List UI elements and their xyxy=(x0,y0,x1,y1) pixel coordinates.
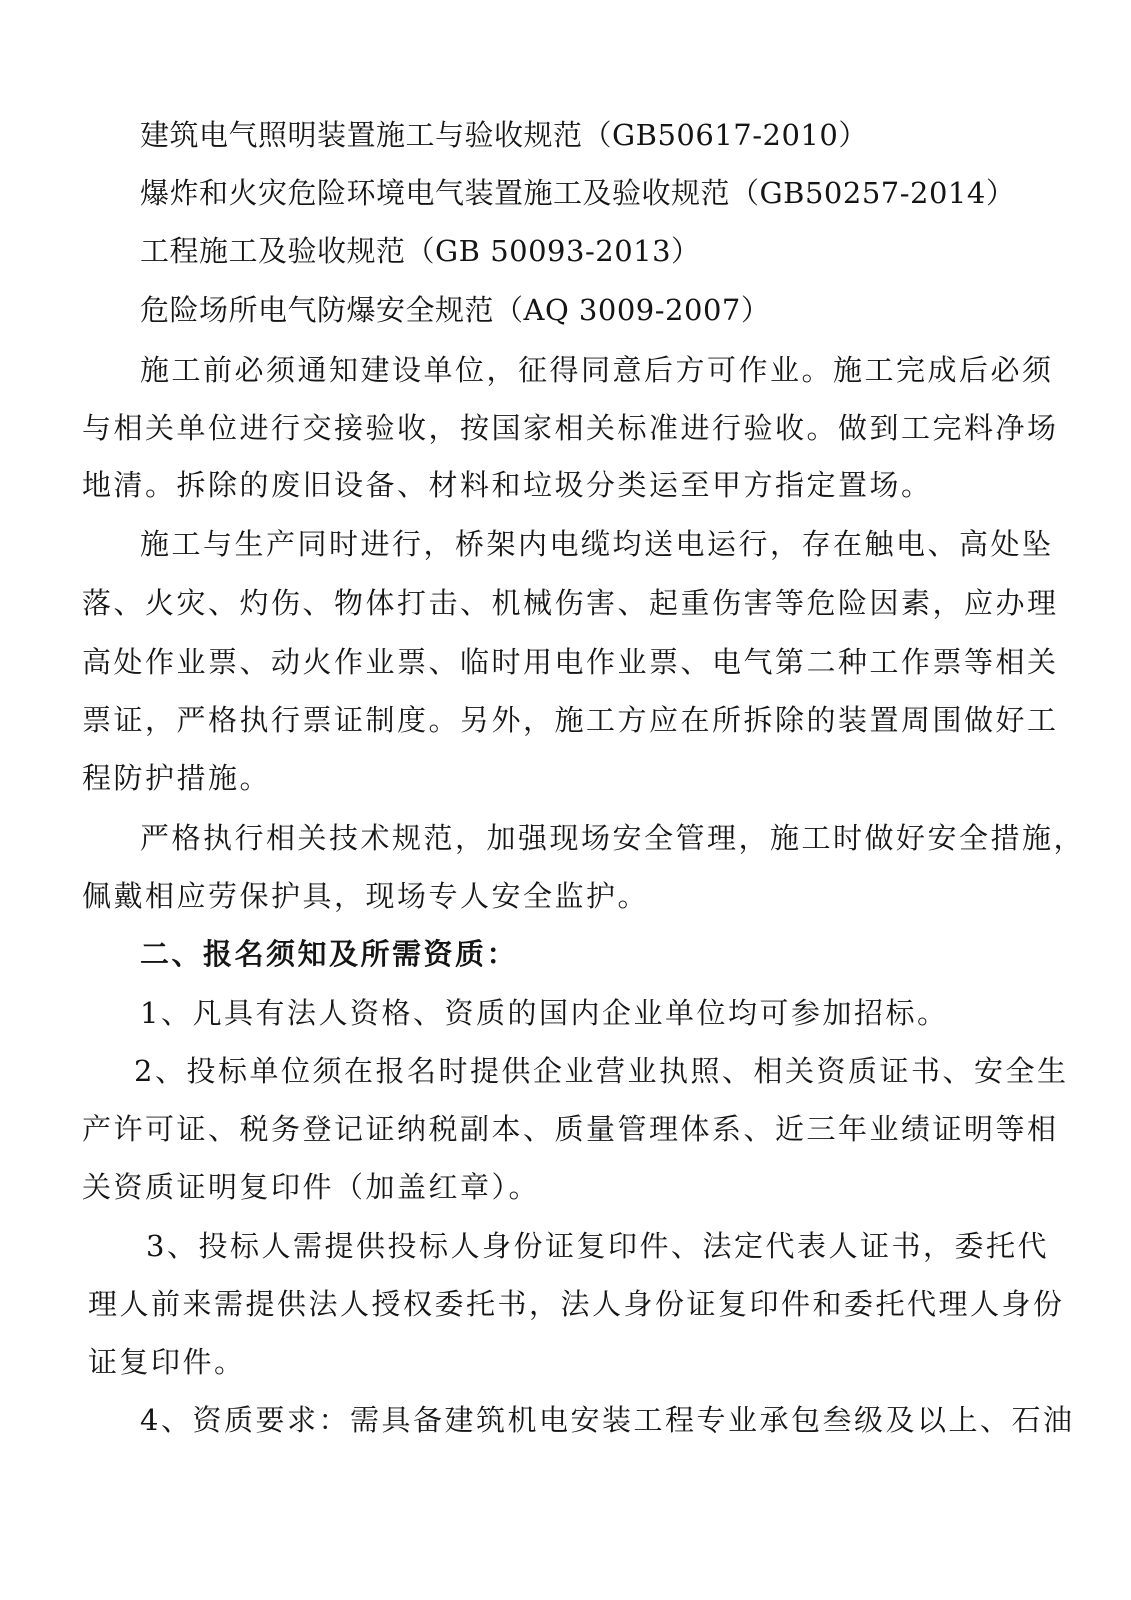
paragraph-line: 票证，严格执行票证制度。另外，施工方应在所拆除的装置周围做好工 xyxy=(82,703,1059,737)
list-item-continuation: 产许可证、税务登记证纳税副本、质量管理体系、近三年业绩证明等相 xyxy=(82,1112,1059,1146)
section-heading: 二、报名须知及所需资质： xyxy=(140,937,519,971)
standard-line: 建筑电气照明装置施工与验收规范（GB50617-2010） xyxy=(140,118,868,152)
list-item: 4、资质要求：需具备建筑机电安装工程专业承包叁级及以上、石油 xyxy=(140,1403,1075,1437)
list-item-continuation: 理人前来需提供法人授权委托书，法人身份证复印件和委托代理人身份 xyxy=(88,1287,1065,1321)
paragraph-line: 程防护措施。 xyxy=(82,761,272,795)
paragraph-line: 高处作业票、动火作业票、临时用电作业票、电气第二种工作票等相关 xyxy=(82,645,1059,679)
standard-line: 工程施工及验收规范（GB 50093-2013） xyxy=(140,234,701,268)
standard-line: 爆炸和火灾危险环境电气装置施工及验收规范（GB50257-2014） xyxy=(140,176,1016,210)
list-item: 3、投标人需提供投标人身份证复印件、法定代表人证书，委托代 xyxy=(146,1229,1049,1263)
paragraph-line: 施工与生产同时进行，桥架内电缆均送电运行，存在触电、高处坠 xyxy=(140,527,1054,561)
paragraph-line: 施工前必须通知建设单位，征得同意后方可作业。施工完成后必须 xyxy=(140,353,1054,387)
list-item-continuation: 关资质证明复印件（加盖红章）。 xyxy=(82,1170,541,1204)
paragraph-line: 落、火灾、灼伤、物体打击、机械伤害、起重伤害等危险因素，应办理 xyxy=(82,586,1059,620)
list-item-continuation: 证复印件。 xyxy=(88,1345,246,1379)
list-item: 1、凡具有法人资格、资质的国内企业单位均可参加招标。 xyxy=(140,996,949,1030)
paragraph-line: 严格执行相关技术规范，加强现场安全管理，施工时做好安全措施， xyxy=(140,821,1086,855)
paragraph-line: 与相关单位进行交接验收，按国家相关标准进行验收。做到工完料净场 xyxy=(82,411,1059,445)
standard-line: 危险场所电气防爆安全规范（AQ 3009-2007） xyxy=(140,293,771,327)
list-item: 2、投标单位须在报名时提供企业营业执照、相关资质证书、安全生 xyxy=(134,1054,1069,1088)
paragraph-line: 佩戴相应劳保护具，现场专人安全监护。 xyxy=(82,879,650,913)
paragraph-line: 地清。拆除的废旧设备、材料和垃圾分类运至甲方指定置场。 xyxy=(82,468,933,502)
